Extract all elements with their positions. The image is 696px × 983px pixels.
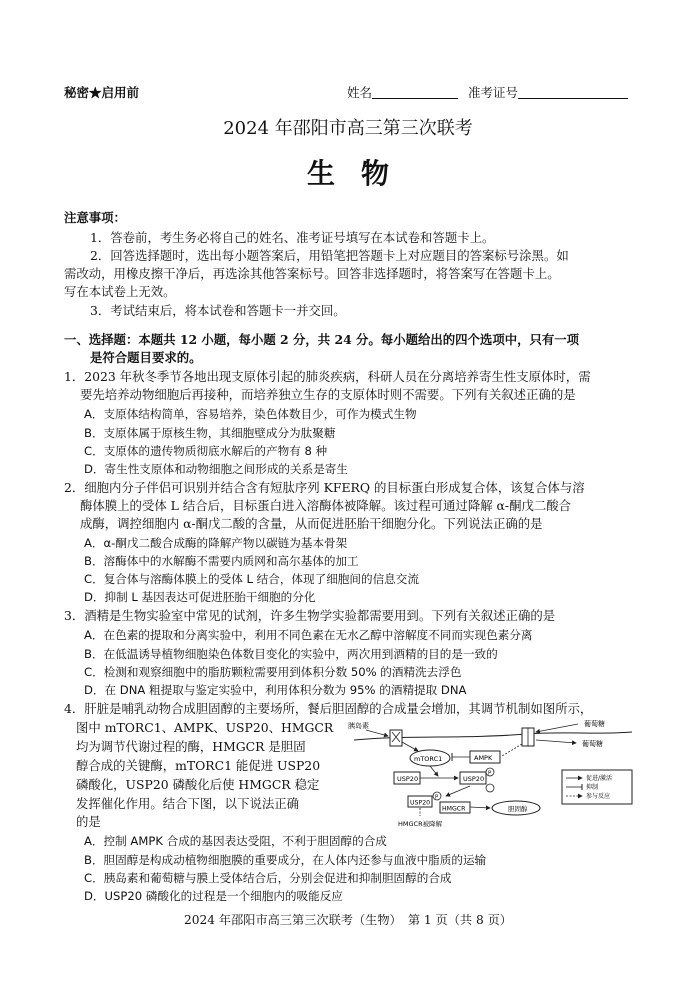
hmgcr-label: HMGCR	[442, 805, 466, 813]
question-4-stem: 4．肝脏是哺乳动物合成胆固醇的主要场所，餐后胆固醇的合成量会增加，其调节机制如图所示，	[64, 701, 593, 716]
confidential-label: 秘密★启用前	[64, 85, 140, 100]
legend-promote-label: 促进/激活	[586, 775, 613, 782]
candidate-info	[347, 84, 628, 102]
question-1-option-c: C．支原体的遗传物质彻底水解后的产物有 8 种	[84, 444, 328, 458]
atp-icon	[486, 784, 494, 792]
question-3-option-a: A．在色素的提取和分离实验中，利用不同色素在无水乙醇中溶解度不同而实现色素分离	[84, 628, 533, 642]
name-label: 姓名	[347, 85, 373, 100]
glucose-to-ampk-line	[502, 744, 522, 756]
exam-no-blank	[518, 85, 628, 99]
insulin-receptor	[390, 730, 402, 746]
subject-title: 生物	[306, 157, 415, 190]
question-4-stem: 发挥催化作用。结合下图，以下说法正确	[76, 796, 300, 811]
glucose-uptake-label: 葡萄糖	[582, 740, 603, 748]
exam-title: 2024 年邵阳市高三第三次联考	[223, 118, 473, 139]
uptake-arrow	[536, 740, 576, 743]
question-2-option-b: B．溶酶体中的水解酶不需要内质网和高尔基体的加工	[84, 554, 359, 568]
phosphate-label: P	[488, 770, 492, 777]
question-3-option-c: C．检测和观察细胞中的脂肪颗粒需要用到体积分数 50% 的酒精洗去浮色	[84, 665, 462, 679]
question-4-option-b: B．胆固醇是构成动植物细胞膜的重要成分，在人体内还参与血液中脂质的运输	[84, 853, 487, 867]
ampk-label: AMPK	[474, 754, 493, 762]
notice-line: 2．回答选择题时，选出每小题答案后，用铅笔把答题卡上对应题目的答案标号涂黑。如	[90, 248, 569, 263]
name-blank	[372, 85, 458, 99]
question-4-option-c: C．胰岛素和葡萄糖与膜上受体结合后，分别会促进和抑制胆固醇的合成	[84, 871, 452, 885]
usp20p-label: USP20	[463, 775, 485, 783]
degradation-label: HMGCR被降解	[398, 820, 443, 828]
insulin-label: 胰岛素	[348, 722, 369, 730]
mtorc1-label: mTORC1	[414, 755, 443, 763]
mtorc1-promote-arrow	[430, 766, 438, 776]
question-2-option-d: D．抑制 L 基因表达可促进胚胎干细胞的分化	[84, 590, 316, 604]
question-2-stem: 2．细胞内分子伴侣可识别并结合含有短肽序列 KFERQ 的目标蛋白形成复合体，该复合体与溶	[64, 480, 585, 495]
question-4-option-a: A．控制 AMPK 合成的基因表达受阻，不利于胆固醇的合成	[84, 834, 387, 848]
question-3-option-b: B．在低温诱导植物细胞染色体数目变化的实验中，两次用到酒精的目的是一致的	[84, 647, 498, 661]
question-4-stem: 醇合成的关键酶，mTORC1 能促进 USP20	[76, 758, 321, 773]
section-heading: 是符合题目要求的。	[90, 350, 202, 365]
insulin-arrow	[366, 730, 388, 736]
question-1-option-a: A．支原体结构简单，容易培养，染色体数目少，可作为模式生物	[84, 407, 417, 421]
usp20-complex-label: USP20	[410, 799, 431, 807]
legend-inhibit-label: 抑制	[586, 784, 599, 791]
question-4-option-d: D．USP20 磷酸化的过程是一个细胞内的吸能反应	[84, 889, 343, 903]
question-2-stem: 酶体膜上的受体 L 结合后，目标蛋白进入溶酶体被降解。该过程可通过降解 α-酮戊二酸合	[80, 498, 572, 513]
question-4-stem: 的是	[76, 814, 101, 829]
notice-heading: 注意事项：	[64, 210, 126, 225]
question-1-stem: 要先培养动物细胞后再接种，而培养独立生存的支原体时则不需要。下列有关叙述正确的是	[80, 387, 576, 402]
section-heading: 一、选择题：本题共 12 小题，每小题 2 分，共 24 分。每小题给出的四个选项中，只有一项	[64, 332, 580, 347]
question-2-stem: 成酶，调控细胞内 α-酮戊二酸的含量，从而促进胚胎干细胞分化。下列说法正确的是	[80, 516, 543, 531]
phosphate-label: P	[435, 794, 439, 801]
question-4-stem: 图中 mTORC1、AMPK、USP20、HMGCR	[76, 720, 334, 735]
notice-line: 需改动，用橡皮擦干净后，再选涂其他答案标号。回答非选择题时，将答案写在答题卡上。	[64, 266, 560, 281]
exam-no-label: 准考证号	[468, 85, 519, 100]
page-footer: 2024 年邵阳市高三第三次联考（生物） 第 1 页（共 8 页）	[184, 913, 512, 927]
question-3-option-d: D．在 DNA 粗提取与鉴定实验中，利用体积分数为 95% 的酒精提取 DNA	[84, 683, 467, 697]
question-4-stem: 均为调节代谢过程的酶，HMGCR 是胆固	[76, 739, 306, 754]
hmgcr-to-cholesterol-arrow	[470, 807, 490, 808]
question-4-stem: 磷酸化，USP20 磷酸化后使 HMGCR 稳定	[76, 777, 320, 792]
question-3-stem: 3．酒精是生物实验室中常见的试剂，许多生物学实验都需要用到。下列有关叙述正确的是	[64, 608, 556, 623]
question-1-stem: 1．2023 年秋冬季节各地出现支原体引起的肺炎疾病，科研人员在分离培养寄生性支原体时，需	[64, 369, 591, 384]
question-2-option-c: C．复合体与溶酶体膜上的受体 L 结合，体现了细胞间的信息交流	[84, 572, 419, 586]
legend-reaction-label: 参与反应	[586, 793, 611, 800]
question-1-option-b: B．支原体属于原核生物，其细胞壁成分为肽聚糖	[84, 426, 336, 440]
notice-line: 1．答卷前，考生务必将自己的姓名、准考证号填写在本试卷和答题卡上。	[90, 230, 495, 245]
usp20p-to-hmgcr-arrow	[446, 786, 470, 796]
cholesterol-regulation-diagram	[346, 716, 636, 834]
cholesterol-label: 胆固醇	[508, 805, 528, 813]
notice-line: 3．考试结束后，将本试卷和答题卡一并交回。	[90, 303, 346, 318]
notice-line: 写在本试卷上无效。	[64, 284, 176, 299]
usp20-label: USP20	[397, 775, 419, 783]
receptor-to-mtorc1-arrow	[402, 742, 418, 751]
question-2-option-a: A．α-酮戊二酸合成酶的降解产物以碳链为基本骨架	[84, 536, 348, 550]
glucose-arrow	[536, 724, 578, 732]
glucose-label: 葡萄糖	[584, 720, 605, 728]
question-1-option-d: D．寄生性支原体和动物细胞之间形成的关系是寄生	[84, 462, 348, 476]
